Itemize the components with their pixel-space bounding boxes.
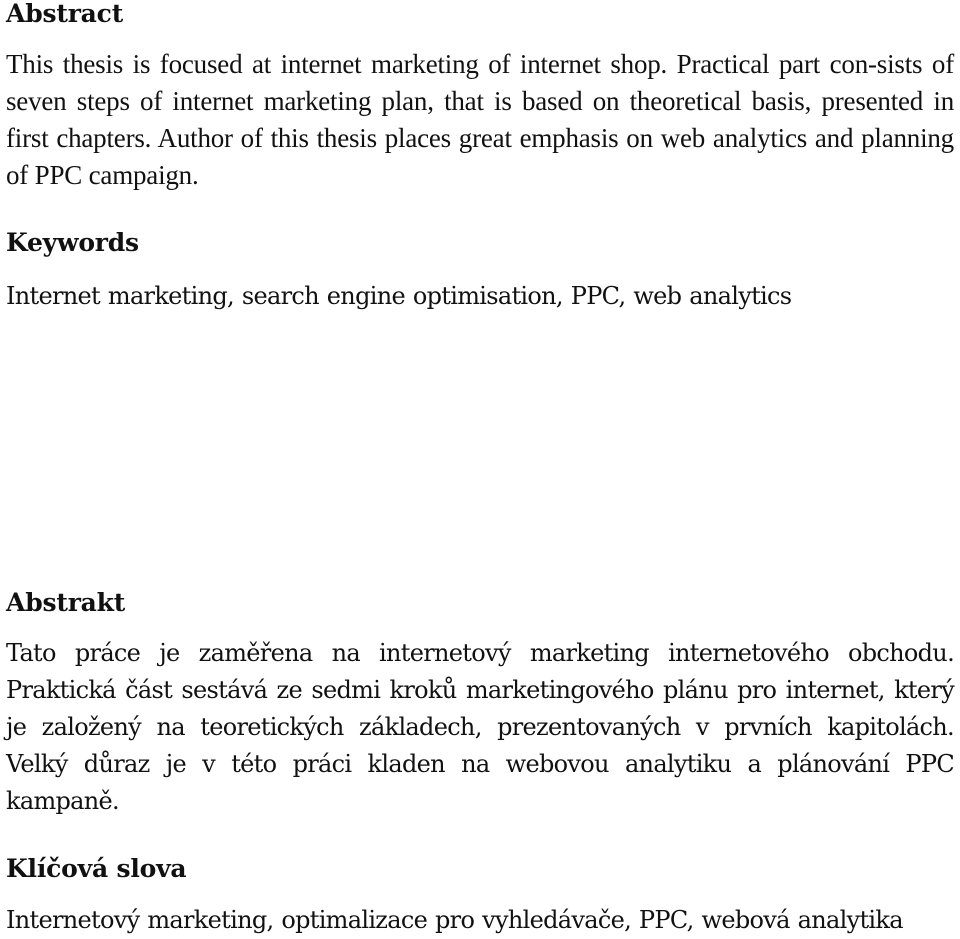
klicova-slova-heading: Klíčová slova [6,854,187,883]
keywords-heading: Keywords [6,228,139,257]
abstract-heading: Abstract [6,0,124,28]
keywords-paragraph: Internet marketing, search engine optimisation, PPC, web analytics [6,282,792,310]
abstrakt-paragraph: Tato práce je zaměřena na internetový marketing internetového obchodu. Praktická část sestává ze sedmi kroků marketingového plánu pro internet, který je založený na teoretických základech, prezentovaných v prvních kapitolách. Velký důraz je v této práci kladen na webovou analytiku a plánování PPC kampaně. [6,639,954,815]
abstract-paragraph: This thesis is focused at internet marketing of internet shop. Practical part con-sists of seven steps of internet marketing plan, that is based on theoretical basis, presented in first chapters. Author of this thesis places great emphasis on web analytics and planning of PPC campaign. [6,49,954,190]
abstrakt-heading: Abstrakt [6,588,126,617]
klicova-slova-paragraph: Internetový marketing, optimalizace pro vyhledávače, PPC, webová analytika [6,906,903,934]
